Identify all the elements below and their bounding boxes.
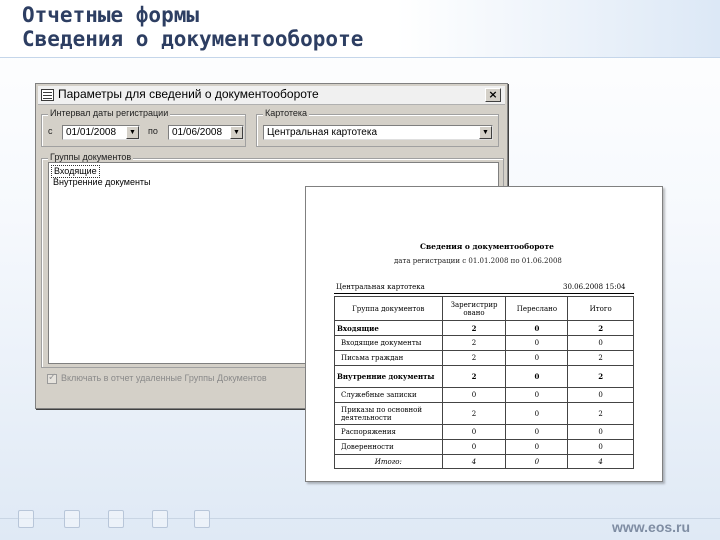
to-label: по [148,126,158,136]
row-forwarded: 0 [506,388,568,403]
column-header: Переслано [506,297,568,321]
table-row [335,321,634,336]
dialog-titlebar[interactable] [38,86,505,105]
row-name: Служебные записки [335,388,443,403]
row-registered: 0 [442,425,506,440]
row-total: 0 [568,388,634,403]
total-registered: 4 [442,455,506,469]
list-item[interactable]: Внутренние документы [53,177,151,187]
slide-subtitle: Сведения о документообороте [22,27,364,51]
row-forwarded: 0 [506,403,568,425]
report-datetime: 30.06.2008 15:04 [563,283,626,291]
total-forwarded: 0 [506,455,568,469]
date-range-group [41,108,246,147]
date-to-field[interactable] [168,125,244,140]
card-index-select[interactable] [263,125,493,140]
row-name: Распоряжения [335,425,443,440]
report-subtitle: дата регистрации с 01.01.2008 по 01.06.2008 [394,257,562,265]
date-to-value: 01/06/2008 [172,127,223,138]
document-icon [18,510,34,528]
row-name: Входящие документы [335,336,443,351]
from-label: с [48,126,53,136]
date-range-label: Интервал даты регистрации [50,108,169,118]
report-preview [305,186,663,482]
table-row [335,403,634,425]
column-header: Зарегистрир овано [442,297,506,321]
card-index-group [256,108,499,147]
row-forwarded: 0 [506,336,568,351]
row-total: 0 [568,440,634,455]
row-registered: 0 [442,440,506,455]
row-name: Приказы по основной деятельности [335,403,443,425]
row-total: 0 [568,425,634,440]
card-index-label: Картотека [265,108,308,118]
row-total: 2 [568,321,634,336]
total-label: Итого: [335,455,443,469]
report-divider [334,293,634,294]
row-forwarded: 0 [506,366,568,388]
dialog-title: Параметры для сведений о документообороте [58,87,319,101]
column-header: Итого [568,297,634,321]
table-row [335,388,634,403]
include-deleted-checkbox[interactable] [47,374,57,384]
close-button[interactable]: × [485,88,501,102]
date-from-field[interactable] [62,125,140,140]
table-row [335,440,634,455]
form-icon [41,89,54,101]
org-chart-icon [64,510,80,528]
row-registered: 2 [442,336,506,351]
report-table [334,296,634,469]
row-registered: 2 [442,366,506,388]
chevron-down-icon[interactable]: ▼ [479,126,492,139]
doc-groups-label: Группы документов [50,152,132,162]
row-name: Доверенности [335,440,443,455]
row-forwarded: 0 [506,351,568,366]
key-icon [108,510,124,528]
folder-icon [152,510,168,528]
report-org: Центральная картотека [336,283,425,291]
row-name: Внутренние документы [335,366,443,388]
report-title: Сведения о документообороте [420,242,554,251]
row-forwarded: 0 [506,321,568,336]
chevron-down-icon[interactable]: ▼ [230,126,243,139]
list-icon [194,510,210,528]
list-item[interactable]: Входящие [51,165,100,178]
chevron-down-icon[interactable]: ▼ [126,126,139,139]
column-header: Группа документов [335,297,443,321]
include-deleted-label: Включать в отчет удаленные Группы Документов [61,373,267,383]
total-row [335,455,634,469]
row-total: 0 [568,336,634,351]
card-index-value: Центральная картотека [267,127,377,138]
row-registered: 0 [442,388,506,403]
report-body [335,321,634,469]
row-total: 2 [568,403,634,425]
table-row [335,336,634,351]
table-row [335,366,634,388]
row-total: 2 [568,366,634,388]
table-row [335,425,634,440]
row-total: 2 [568,351,634,366]
row-forwarded: 0 [506,440,568,455]
row-registered: 2 [442,351,506,366]
row-name: Входящие [335,321,443,336]
total-sum: 4 [568,455,634,469]
row-name: Письма граждан [335,351,443,366]
table-row [335,351,634,366]
row-forwarded: 0 [506,425,568,440]
slide-title: Отчетные формы [22,3,200,27]
footer-url[interactable]: www.eos.ru [612,519,691,535]
date-from-value: 01/01/2008 [66,127,117,138]
row-registered: 2 [442,403,506,425]
row-registered: 2 [442,321,506,336]
